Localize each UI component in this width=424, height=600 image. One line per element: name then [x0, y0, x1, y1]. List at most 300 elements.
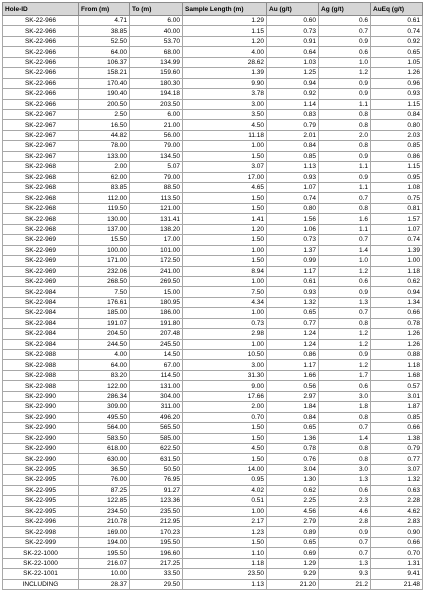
from-cell: 100.00 [79, 245, 130, 255]
au-cell: 0.83 [267, 109, 319, 119]
ag-cell: 0.7 [319, 308, 371, 318]
from-cell: 83.85 [79, 183, 130, 193]
aueq-cell: 0.93 [371, 89, 423, 99]
aueq-cell: 1.07 [371, 224, 423, 234]
table-row [3, 433, 423, 443]
hole-id-cell: SK-22-969 [3, 256, 79, 266]
hole-id-cell: SK-22-996 [3, 517, 79, 527]
au-cell: 9.29 [267, 569, 319, 579]
table-row [3, 579, 423, 589]
aueq-cell: 0.85 [371, 141, 423, 151]
to-cell: 53.70 [130, 36, 183, 46]
from-cell: 309.00 [79, 402, 130, 412]
au-cell: 0.84 [267, 412, 319, 422]
from-cell: 190.40 [79, 89, 130, 99]
au-cell: 0.77 [267, 318, 319, 328]
au-cell: 1.17 [267, 360, 319, 370]
from-cell: 210.78 [79, 517, 130, 527]
table-row [3, 297, 423, 307]
hole-id-cell: SK-22-990 [3, 454, 79, 464]
au-cell: 21.20 [267, 579, 319, 589]
to-cell: 79.00 [130, 172, 183, 182]
hole-id-cell: SK-22-968 [3, 183, 79, 193]
hole-id-cell: SK-22-968 [3, 193, 79, 203]
to-cell: 101.00 [130, 245, 183, 255]
column-header-au: Au (g/t) [267, 3, 319, 16]
sample-length-cell: 17.00 [183, 172, 267, 182]
au-cell: 0.61 [267, 276, 319, 286]
sample-length-cell: 3.50 [183, 109, 267, 119]
aueq-cell: 1.08 [371, 183, 423, 193]
to-cell: 622.50 [130, 443, 183, 453]
hole-id-cell: SK-22-988 [3, 360, 79, 370]
sample-length-cell: 7.50 [183, 287, 267, 297]
hole-id-cell: SK-22-990 [3, 391, 79, 401]
to-cell: 565.50 [130, 423, 183, 433]
au-cell: 0.60 [267, 16, 319, 26]
table-row [3, 68, 423, 78]
from-cell: 64.00 [79, 47, 130, 57]
hole-id-cell: SK-22-969 [3, 276, 79, 286]
table-header [3, 3, 423, 16]
sample-length-cell: 1.50 [183, 433, 267, 443]
ag-cell: 2.0 [319, 130, 371, 140]
from-cell: 130.00 [79, 214, 130, 224]
aueq-cell: 1.05 [371, 57, 423, 67]
assay-results-table [2, 2, 423, 590]
table-row [3, 89, 423, 99]
table-row [3, 569, 423, 579]
ag-cell: 0.9 [319, 172, 371, 182]
sample-length-cell: 1.00 [183, 308, 267, 318]
hole-id-cell: SK-22-968 [3, 172, 79, 182]
aueq-cell: 0.61 [371, 16, 423, 26]
from-cell: 83.20 [79, 370, 130, 380]
to-cell: 304.00 [130, 391, 183, 401]
au-cell: 1.24 [267, 329, 319, 339]
to-cell: 180.95 [130, 297, 183, 307]
sample-length-cell: 3.07 [183, 162, 267, 172]
au-cell: 0.69 [267, 548, 319, 558]
to-cell: 6.00 [130, 16, 183, 26]
to-cell: 180.30 [130, 78, 183, 88]
sample-length-cell: 1.00 [183, 141, 267, 151]
hole-id-cell: SK-22-968 [3, 162, 79, 172]
from-cell: 28.37 [79, 579, 130, 589]
table-row [3, 360, 423, 370]
to-cell: 68.00 [130, 47, 183, 57]
to-cell: 14.50 [130, 350, 183, 360]
aueq-cell: 0.96 [371, 78, 423, 88]
au-cell: 2.79 [267, 517, 319, 527]
aueq-cell: 0.92 [371, 36, 423, 46]
ag-cell: 0.8 [319, 141, 371, 151]
au-cell: 0.86 [267, 350, 319, 360]
sample-length-cell: 4.34 [183, 297, 267, 307]
aueq-cell: 0.78 [371, 318, 423, 328]
ag-cell: 1.2 [319, 68, 371, 78]
table-row [3, 276, 423, 286]
to-cell: 269.50 [130, 276, 183, 286]
to-cell: 196.60 [130, 548, 183, 558]
sample-length-cell: 1.20 [183, 36, 267, 46]
table-row [3, 381, 423, 391]
sample-length-cell: 0.70 [183, 412, 267, 422]
hole-id-cell: SK-22-995 [3, 496, 79, 506]
table-row [3, 151, 423, 161]
au-cell: 2.25 [267, 496, 319, 506]
to-cell: 123.36 [130, 496, 183, 506]
to-cell: 17.00 [130, 235, 183, 245]
table-row [3, 370, 423, 380]
aueq-cell: 1.15 [371, 162, 423, 172]
ag-cell: 1.0 [319, 256, 371, 266]
aueq-cell: 0.95 [371, 172, 423, 182]
hole-id-cell: SK-22-966 [3, 47, 79, 57]
from-cell: 244.50 [79, 339, 130, 349]
to-cell: 56.00 [130, 130, 183, 140]
aueq-cell: 0.79 [371, 443, 423, 453]
aueq-cell: 9.41 [371, 569, 423, 579]
column-header-aueq: AuEq (g/t) [371, 3, 423, 16]
hole-id-cell: SK-22-966 [3, 36, 79, 46]
au-cell: 0.74 [267, 193, 319, 203]
from-cell: 234.50 [79, 506, 130, 516]
ag-cell: 2.3 [319, 496, 371, 506]
table-row [3, 193, 423, 203]
to-cell: 121.00 [130, 203, 183, 213]
sample-length-cell: 9.90 [183, 78, 267, 88]
sample-length-cell: 2.17 [183, 517, 267, 527]
to-cell: 50.50 [130, 464, 183, 474]
sample-length-cell: 1.50 [183, 235, 267, 245]
sample-length-cell: 31.30 [183, 370, 267, 380]
from-cell: 38.85 [79, 26, 130, 36]
ag-cell: 0.6 [319, 16, 371, 26]
hole-id-cell: SK-22-984 [3, 329, 79, 339]
ag-cell: 1.3 [319, 297, 371, 307]
ag-cell: 1.1 [319, 183, 371, 193]
table-row [3, 109, 423, 119]
table-row [3, 203, 423, 213]
hole-id-cell: SK-22-969 [3, 245, 79, 255]
au-cell: 1.07 [267, 183, 319, 193]
from-cell: 216.07 [79, 558, 130, 568]
aueq-cell: 1.34 [371, 297, 423, 307]
au-cell: 2.97 [267, 391, 319, 401]
table-row [3, 423, 423, 433]
table-row [3, 47, 423, 57]
from-cell: 106.37 [79, 57, 130, 67]
aueq-cell: 0.77 [371, 454, 423, 464]
column-header-from: From (m) [79, 3, 130, 16]
from-cell: 76.00 [79, 475, 130, 485]
aueq-cell: 1.18 [371, 360, 423, 370]
sample-length-cell: 4.50 [183, 120, 267, 130]
au-cell: 0.62 [267, 485, 319, 495]
ag-cell: 0.7 [319, 26, 371, 36]
hole-id-cell: SK-22-990 [3, 402, 79, 412]
ag-cell: 0.7 [319, 235, 371, 245]
from-cell: 16.50 [79, 120, 130, 130]
table-row [3, 183, 423, 193]
sample-length-cell: 1.18 [183, 558, 267, 568]
au-cell: 0.91 [267, 36, 319, 46]
ag-cell: 0.8 [319, 443, 371, 453]
to-cell: 6.00 [130, 109, 183, 119]
table-row [3, 214, 423, 224]
table-row [3, 527, 423, 537]
ag-cell: 1.6 [319, 214, 371, 224]
to-cell: 138.20 [130, 224, 183, 234]
ag-cell: 1.4 [319, 245, 371, 255]
to-cell: 191.80 [130, 318, 183, 328]
hole-id-cell: SK-22-966 [3, 78, 79, 88]
au-cell: 0.80 [267, 203, 319, 213]
sample-length-cell: 2.00 [183, 402, 267, 412]
hole-id-cell: SK-22-984 [3, 297, 79, 307]
ag-cell: 0.8 [319, 412, 371, 422]
from-cell: 194.00 [79, 537, 130, 547]
ag-cell: 0.6 [319, 47, 371, 57]
sample-length-cell: 11.18 [183, 130, 267, 140]
ag-cell: 4.6 [319, 506, 371, 516]
aueq-cell: 0.62 [371, 276, 423, 286]
table-row [3, 78, 423, 88]
aueq-cell: 1.31 [371, 558, 423, 568]
au-cell: 2.01 [267, 130, 319, 140]
from-cell: 122.85 [79, 496, 130, 506]
au-cell: 4.56 [267, 506, 319, 516]
from-cell: 185.00 [79, 308, 130, 318]
to-cell: 79.00 [130, 141, 183, 151]
from-cell: 10.00 [79, 569, 130, 579]
sample-length-cell: 28.62 [183, 57, 267, 67]
aueq-cell: 0.66 [371, 423, 423, 433]
ag-cell: 1.3 [319, 558, 371, 568]
table-row [3, 485, 423, 495]
au-cell: 0.73 [267, 235, 319, 245]
aueq-cell: 21.48 [371, 579, 423, 589]
from-cell: 62.00 [79, 172, 130, 182]
to-cell: 131.41 [130, 214, 183, 224]
aueq-cell: 0.80 [371, 120, 423, 130]
hole-id-cell: SK-22-1000 [3, 558, 79, 568]
sample-length-cell: 1.50 [183, 423, 267, 433]
to-cell: 212.95 [130, 517, 183, 527]
au-cell: 0.93 [267, 287, 319, 297]
sample-length-cell: 2.98 [183, 329, 267, 339]
sample-length-cell: 1.50 [183, 193, 267, 203]
from-cell: 200.50 [79, 99, 130, 109]
sample-length-cell: 3.00 [183, 360, 267, 370]
to-cell: 585.00 [130, 433, 183, 443]
ag-cell: 0.9 [319, 350, 371, 360]
aueq-cell: 0.88 [371, 350, 423, 360]
hole-id-cell: SK-22-999 [3, 537, 79, 547]
au-cell: 1.14 [267, 99, 319, 109]
sample-length-cell: 1.00 [183, 276, 267, 286]
ag-cell: 0.8 [319, 318, 371, 328]
ag-cell: 1.1 [319, 162, 371, 172]
aueq-cell: 0.86 [371, 151, 423, 161]
au-cell: 0.79 [267, 120, 319, 130]
to-cell: 170.23 [130, 527, 183, 537]
hole-id-cell: SK-22-969 [3, 266, 79, 276]
au-cell: 0.93 [267, 172, 319, 182]
to-cell: 217.25 [130, 558, 183, 568]
sample-length-cell: 1.29 [183, 16, 267, 26]
to-cell: 29.50 [130, 579, 183, 589]
from-cell: 564.00 [79, 423, 130, 433]
au-cell: 0.76 [267, 454, 319, 464]
au-cell: 1.03 [267, 57, 319, 67]
au-cell: 0.65 [267, 537, 319, 547]
aueq-cell: 0.57 [371, 381, 423, 391]
ag-cell: 0.8 [319, 203, 371, 213]
aueq-cell: 0.74 [371, 235, 423, 245]
table-row [3, 256, 423, 266]
au-cell: 1.84 [267, 402, 319, 412]
assay-results-table-container [2, 2, 422, 590]
to-cell: 195.50 [130, 537, 183, 547]
table-row [3, 266, 423, 276]
hole-id-cell: SK-22-995 [3, 464, 79, 474]
au-cell: 1.06 [267, 224, 319, 234]
to-cell: 194.18 [130, 89, 183, 99]
aueq-cell: 1.39 [371, 245, 423, 255]
aueq-cell: 2.83 [371, 517, 423, 527]
from-cell: 133.00 [79, 151, 130, 161]
sample-length-cell: 4.00 [183, 47, 267, 57]
ag-cell: 1.7 [319, 370, 371, 380]
au-cell: 0.85 [267, 151, 319, 161]
hole-id-cell: SK-22-984 [3, 287, 79, 297]
table-row [3, 308, 423, 318]
au-cell: 1.36 [267, 433, 319, 443]
table-body [3, 16, 423, 590]
column-header-sample-length: Sample Length (m) [183, 3, 267, 16]
hole-id-cell: SK-22-966 [3, 16, 79, 26]
to-cell: 67.00 [130, 360, 183, 370]
ag-cell: 9.3 [319, 569, 371, 579]
to-cell: 235.50 [130, 506, 183, 516]
au-cell: 3.04 [267, 464, 319, 474]
to-cell: 159.60 [130, 68, 183, 78]
sample-length-cell: 14.00 [183, 464, 267, 474]
sample-length-cell: 1.41 [183, 214, 267, 224]
from-cell: 4.00 [79, 350, 130, 360]
from-cell: 171.00 [79, 256, 130, 266]
hole-id-cell: SK-22-966 [3, 57, 79, 67]
table-row [3, 391, 423, 401]
from-cell: 618.00 [79, 443, 130, 453]
aueq-cell: 1.26 [371, 68, 423, 78]
sample-length-cell: 1.50 [183, 151, 267, 161]
to-cell: 203.50 [130, 99, 183, 109]
sample-length-cell: 1.00 [183, 339, 267, 349]
ag-cell: 0.9 [319, 151, 371, 161]
aueq-cell: 4.62 [371, 506, 423, 516]
sample-length-cell: 1.50 [183, 454, 267, 464]
to-cell: 15.00 [130, 287, 183, 297]
sample-length-cell: 0.51 [183, 496, 267, 506]
table-row [3, 350, 423, 360]
ag-cell: 0.9 [319, 89, 371, 99]
to-cell: 245.50 [130, 339, 183, 349]
au-cell: 0.99 [267, 256, 319, 266]
table-row [3, 57, 423, 67]
ag-cell: 0.9 [319, 527, 371, 537]
ag-cell: 1.3 [319, 475, 371, 485]
sample-length-cell: 9.00 [183, 381, 267, 391]
aueq-cell: 0.74 [371, 26, 423, 36]
from-cell: 169.00 [79, 527, 130, 537]
from-cell: 195.50 [79, 548, 130, 558]
hole-id-cell: SK-22-998 [3, 527, 79, 537]
hole-id-cell: SK-22-984 [3, 339, 79, 349]
hole-id-cell: SK-22-1000 [3, 548, 79, 558]
to-cell: 134.99 [130, 57, 183, 67]
ag-cell: 0.9 [319, 78, 371, 88]
from-cell: 2.00 [79, 162, 130, 172]
hole-id-cell: SK-22-988 [3, 381, 79, 391]
ag-cell: 2.8 [319, 517, 371, 527]
aueq-cell: 0.66 [371, 308, 423, 318]
from-cell: 52.50 [79, 36, 130, 46]
sample-length-cell: 4.50 [183, 443, 267, 453]
au-cell: 1.56 [267, 214, 319, 224]
sample-length-cell: 3.00 [183, 99, 267, 109]
au-cell: 0.65 [267, 423, 319, 433]
sample-length-cell: 1.50 [183, 256, 267, 266]
hole-id-cell: INCLUDING [3, 579, 79, 589]
table-row [3, 318, 423, 328]
hole-id-cell: SK-22-988 [3, 370, 79, 380]
aueq-cell: 1.15 [371, 99, 423, 109]
au-cell: 1.13 [267, 162, 319, 172]
ag-cell: 21.2 [319, 579, 371, 589]
sample-length-cell: 17.66 [183, 391, 267, 401]
hole-id-cell: SK-22-990 [3, 423, 79, 433]
hole-id-cell: SK-22-995 [3, 506, 79, 516]
from-cell: 36.50 [79, 464, 130, 474]
hole-id-cell: SK-22-995 [3, 485, 79, 495]
table-row [3, 16, 423, 26]
au-cell: 0.94 [267, 78, 319, 88]
to-cell: 207.48 [130, 329, 183, 339]
aueq-cell: 0.63 [371, 485, 423, 495]
aueq-cell: 0.66 [371, 537, 423, 547]
to-cell: 76.95 [130, 475, 183, 485]
to-cell: 496.20 [130, 412, 183, 422]
hole-id-cell: SK-22-966 [3, 26, 79, 36]
au-cell: 0.92 [267, 89, 319, 99]
table-row [3, 224, 423, 234]
from-cell: 7.50 [79, 287, 130, 297]
hole-id-cell: SK-22-990 [3, 443, 79, 453]
sample-length-cell: 10.50 [183, 350, 267, 360]
to-cell: 33.50 [130, 569, 183, 579]
table-row [3, 245, 423, 255]
hole-id-cell: SK-22-967 [3, 130, 79, 140]
aueq-cell: 1.87 [371, 402, 423, 412]
from-cell: 137.00 [79, 224, 130, 234]
table-row [3, 329, 423, 339]
to-cell: 91.27 [130, 485, 183, 495]
table-row [3, 141, 423, 151]
from-cell: 191.07 [79, 318, 130, 328]
